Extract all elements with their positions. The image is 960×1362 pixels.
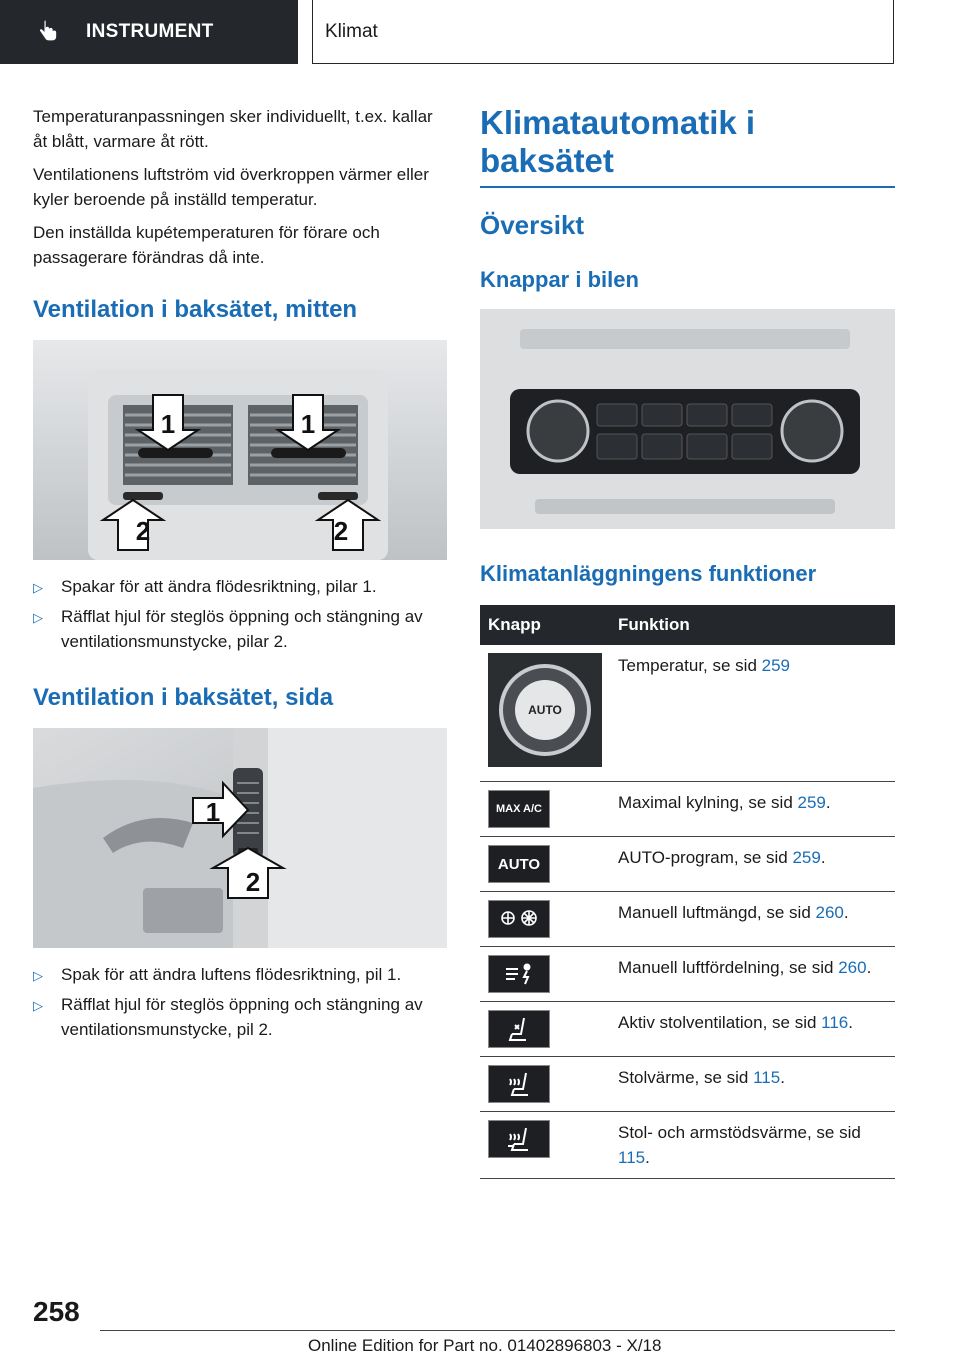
arrow-label-2: 2 [333, 516, 349, 546]
arrow-label-2: 2 [135, 516, 151, 546]
column-header-function: Funktion [610, 605, 895, 645]
bullet-list-side [33, 962, 447, 1042]
function-cell: Manuell luftmängd, se sid 260. [610, 892, 895, 947]
triangle-bullet-icon: ▷ [33, 968, 43, 983]
page-link[interactable]: 260 [838, 958, 867, 977]
hand-pointer-icon [34, 18, 62, 46]
paragraph: Ventilationens luftström vid överkroppen värmer eller kyler beroende på inställd temperatur. [33, 165, 429, 209]
section-label: Klimat [325, 20, 378, 42]
footer-text: Online Edition for Part no. 01402896803 - X/18 [308, 1336, 662, 1355]
list-item: ▷ Räfflat hjul för steglös öppning och stängning av ventilationsmunstycke, pilar 2. [33, 604, 447, 654]
table-row [480, 1112, 895, 1179]
list-item: ▷ Räfflat hjul för steglös öppning och stängning av ventilationsmunstycke, pil 2. [33, 992, 447, 1042]
triangle-bullet-icon: ▷ [33, 580, 43, 595]
table-header-row [480, 605, 895, 645]
page-link[interactable]: 259 [792, 848, 821, 867]
overview-heading: Översikt [480, 210, 585, 240]
arrow-label-1: 1 [205, 797, 221, 827]
table-row [480, 1002, 895, 1057]
table-row [480, 782, 895, 837]
bullet-list-middle [33, 574, 447, 654]
column-header-button: Knapp [480, 605, 610, 645]
function-cell: Maximal kylning, se sid 259. [610, 782, 895, 837]
page-link[interactable]: 260 [815, 903, 844, 922]
function-cell: Manuell luftfördelning, se sid 260. [610, 947, 895, 1002]
heading-middle-vent: Ventilation i baksätet, mitten [33, 296, 358, 323]
list-item: ▷ Spak för att ändra luftens flödesriktning, pil 1. [33, 962, 447, 988]
paragraph: Den inställda kupétemperaturen för förare och passagerare förändras då inte. [33, 223, 380, 267]
right-column [480, 104, 895, 1179]
middle-vent-photo [33, 340, 447, 560]
list-item: ▷ Spakar för att ändra flödesriktning, pilar 1. [33, 574, 447, 600]
air-distribution-icon [488, 955, 550, 993]
function-cell: Temperatur, se sid 259 [610, 645, 895, 782]
max-ac-icon: MAX A/C [488, 790, 550, 828]
paragraph: Temperaturanpassningen sker individuellt, t.ex. kallar åt blått, varmare åt rött. [33, 107, 433, 151]
auto-program-icon: AUTO [488, 845, 550, 883]
page-title: Klimatautomatik i baksätet [480, 104, 895, 188]
triangle-bullet-icon: ▷ [33, 610, 43, 625]
triangle-bullet-icon: ▷ [33, 998, 43, 1013]
rear-climate-panel-photo [480, 309, 895, 529]
footer-divider [100, 1330, 895, 1331]
buttons-heading: Knappar i bilen [480, 267, 639, 292]
page-number: 258 [33, 1296, 80, 1327]
page-link[interactable]: 115 [618, 1148, 646, 1167]
table-row [480, 645, 895, 782]
page-link[interactable]: 259 [797, 793, 826, 812]
table-row [480, 947, 895, 1002]
seat-ventilation-icon [488, 1010, 550, 1048]
chapter-label: INSTRUMENT [86, 21, 214, 42]
heading-side-vent: Ventilation i baksätet, sida [33, 684, 334, 711]
arrow-label-1: 1 [160, 409, 176, 439]
table-row [480, 892, 895, 947]
chapter-tab [0, 0, 298, 64]
seat-heating-icon [488, 1065, 550, 1103]
section-header [312, 0, 894, 64]
page-link[interactable]: 116 [821, 1013, 849, 1032]
fan-off-icon [488, 900, 550, 938]
arrow-label-2: 2 [245, 867, 261, 897]
page-link[interactable]: 115 [753, 1068, 781, 1087]
function-cell: Aktiv stolventilation, se sid 116. [610, 1002, 895, 1057]
table-row [480, 1057, 895, 1112]
arrow-label-1: 1 [300, 409, 316, 439]
table-row [480, 837, 895, 892]
left-column [33, 104, 447, 1046]
auto-knob-icon: AUTO [488, 653, 602, 767]
functions-heading: Klimatanläggningens funktioner [480, 561, 817, 586]
function-cell: AUTO-program, se sid 259. [610, 837, 895, 892]
page-link[interactable]: 259 [761, 656, 790, 675]
seat-armrest-heating-icon [488, 1120, 550, 1158]
side-vent-photo [33, 728, 447, 948]
function-cell: Stolvärme, se sid 115. [610, 1057, 895, 1112]
function-cell: Stol- och armstödsvärme, se sid 115. [610, 1112, 895, 1179]
functions-table [480, 605, 895, 1179]
